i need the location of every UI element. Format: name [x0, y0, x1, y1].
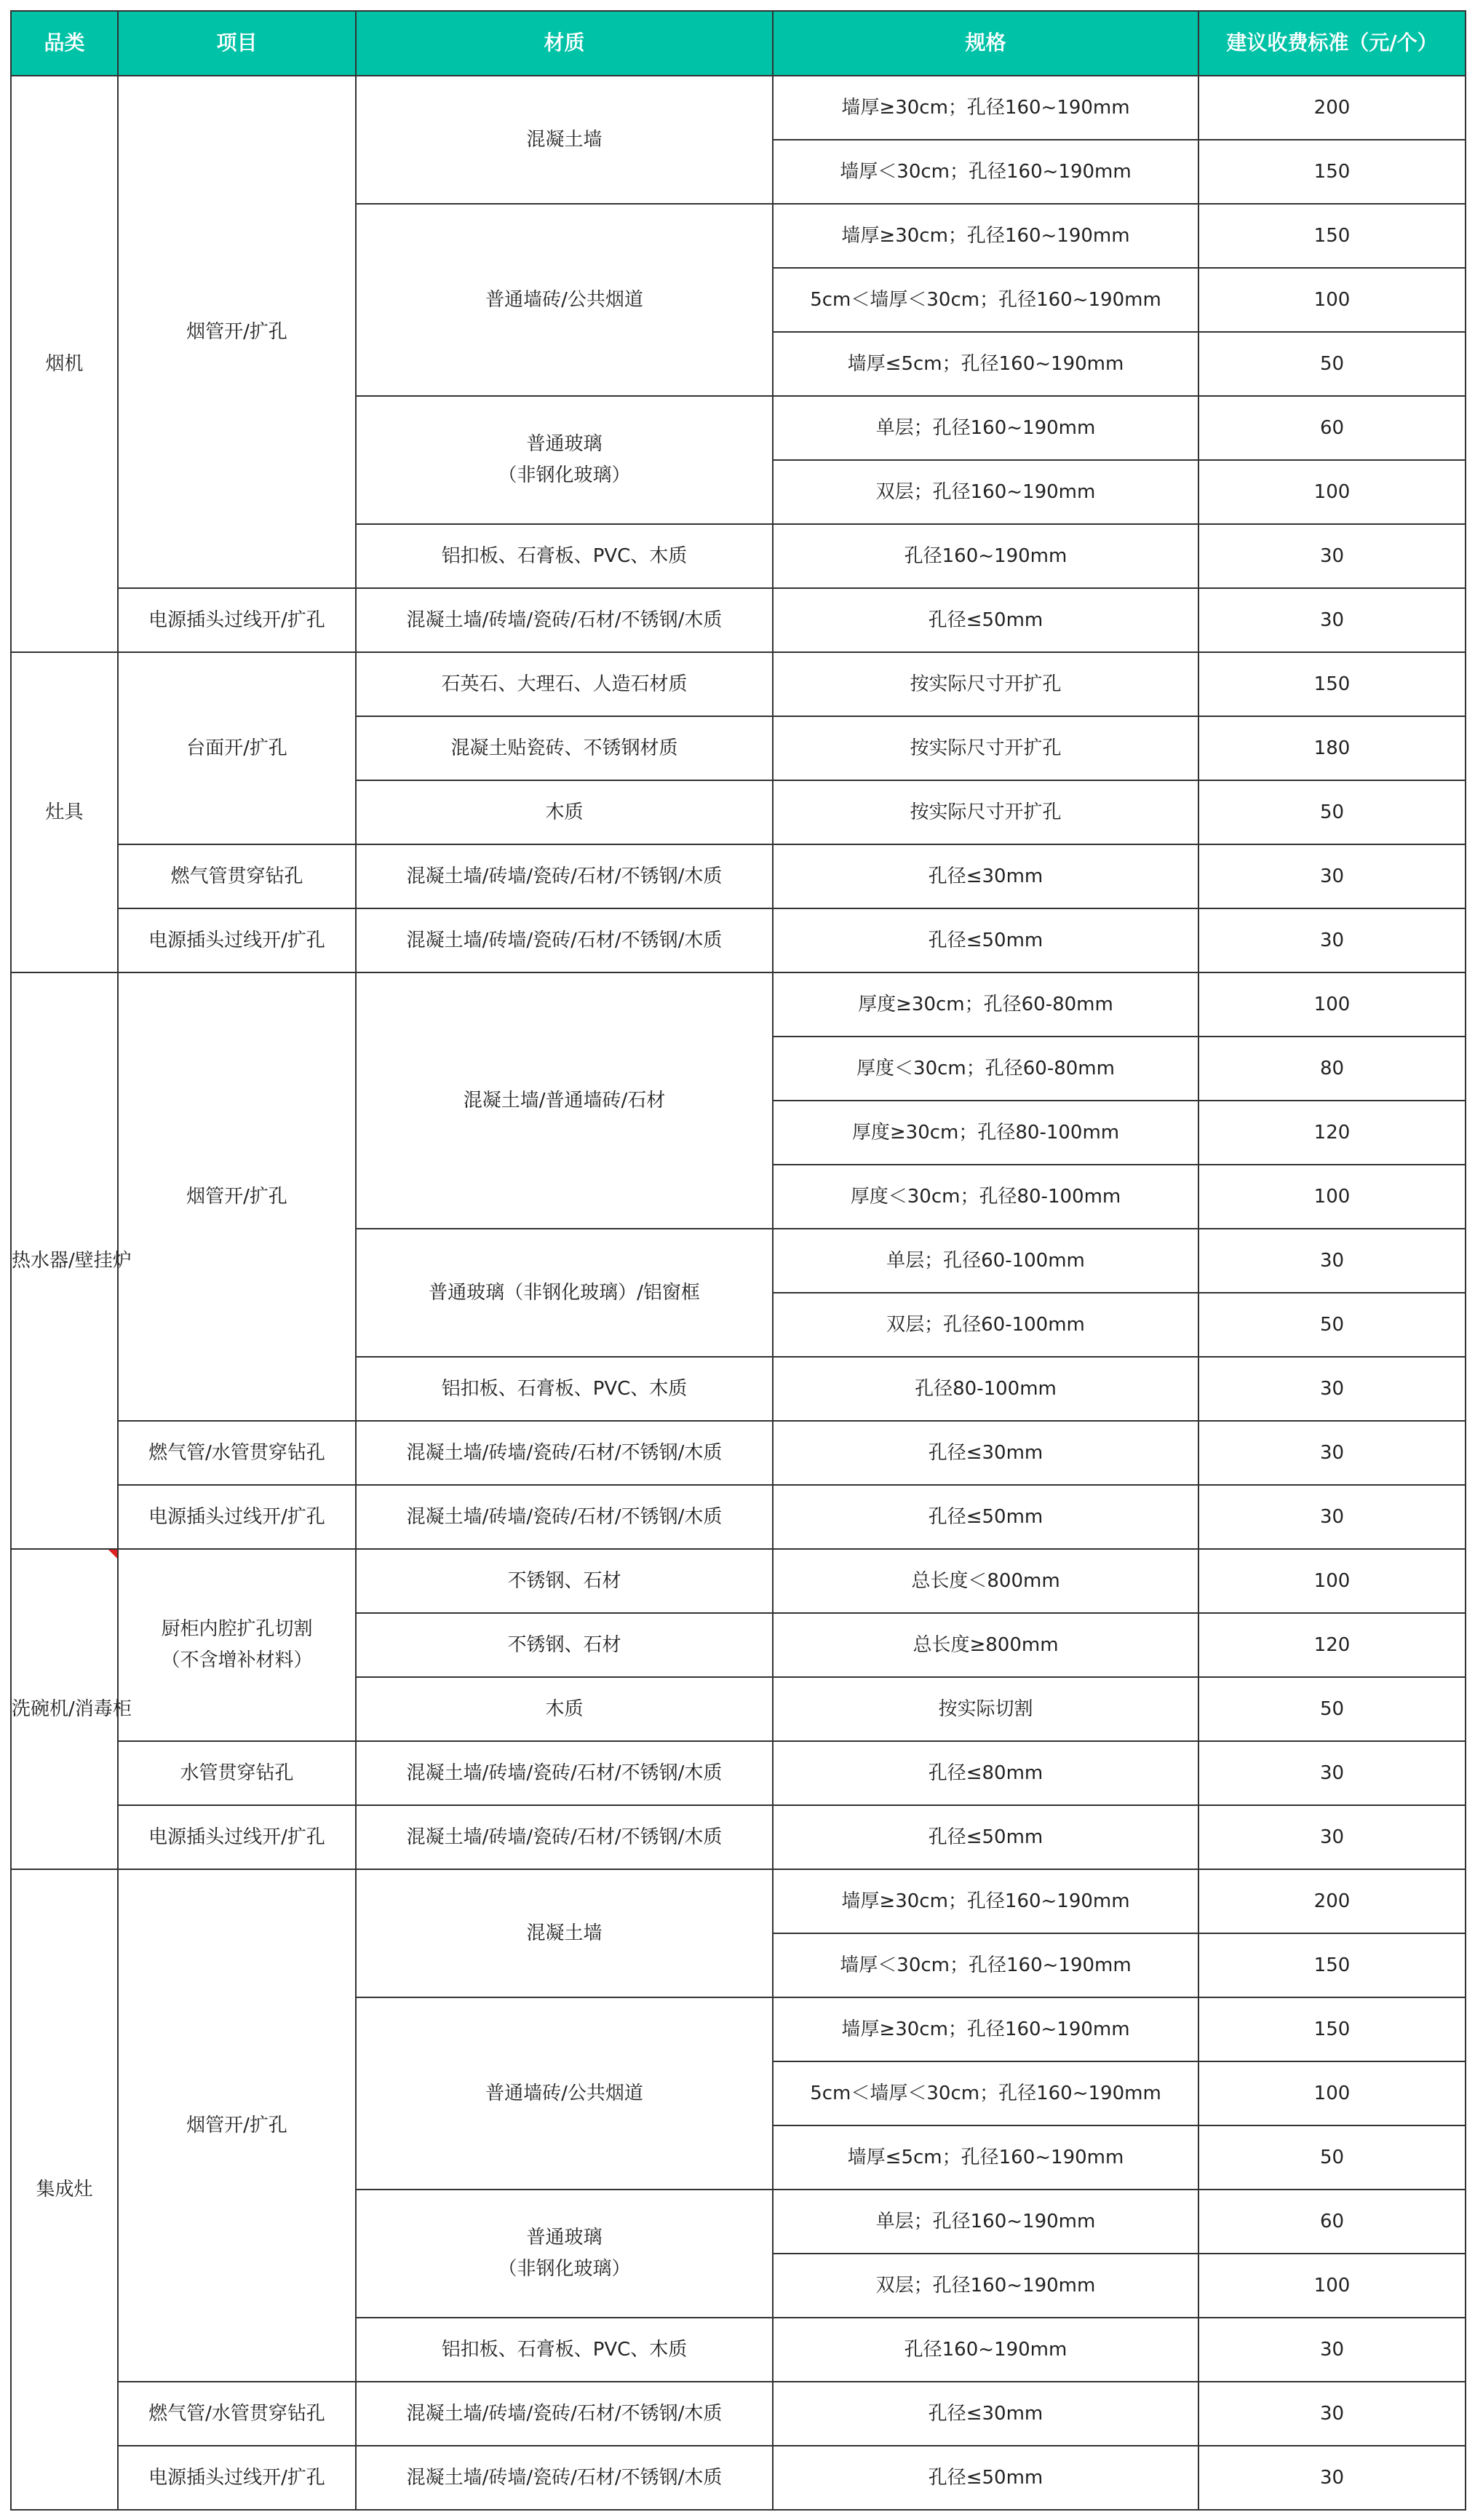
spec-cell: 孔径≤50mm	[773, 2446, 1198, 2510]
price-cell: 180	[1198, 716, 1466, 780]
spec-cell: 厚度≥30cm；孔径80-100mm	[773, 1101, 1198, 1165]
item-cell: 电源插头过线开/扩孔	[118, 1805, 356, 1869]
spec-cell: 墙厚＜30cm；孔径160~190mm	[773, 140, 1198, 204]
spec-cell: 5cm＜墙厚＜30cm；孔径160~190mm	[773, 268, 1198, 332]
spec-cell: 墙厚≤5cm；孔径160~190mm	[773, 2125, 1198, 2190]
item-cell: 电源插头过线开/扩孔	[118, 908, 356, 972]
header-category: 品类	[11, 11, 118, 76]
price-cell: 60	[1198, 2190, 1466, 2254]
price-cell: 100	[1198, 268, 1466, 332]
table-row	[11, 588, 1466, 652]
spec-cell: 孔径≤30mm	[773, 1421, 1198, 1485]
category-cell: 烟机	[11, 76, 118, 652]
price-cell: 30	[1198, 844, 1466, 908]
price-cell: 100	[1198, 2254, 1466, 2318]
material-cell: 不锈钢、石材	[356, 1549, 773, 1613]
price-cell: 50	[1198, 1293, 1466, 1357]
spec-cell: 厚度＜30cm；孔径80-100mm	[773, 1165, 1198, 1229]
material-line: 普通玻璃	[526, 2227, 603, 2249]
spec-cell: 孔径≤80mm	[773, 1741, 1198, 1805]
price-cell: 30	[1198, 1805, 1466, 1869]
price-cell: 120	[1198, 1101, 1466, 1165]
category-cell: 热水器/壁挂炉	[11, 972, 118, 1549]
spec-cell: 单层；孔径60-100mm	[773, 1229, 1198, 1293]
price-cell: 30	[1198, 1421, 1466, 1485]
header-material: 材质	[356, 11, 773, 76]
material-cell: 混凝土墙/砖墙/瓷砖/石材/不锈钢/木质	[356, 1805, 773, 1869]
spec-cell: 5cm＜墙厚＜30cm；孔径160~190mm	[773, 2061, 1198, 2125]
table-row	[11, 1805, 1466, 1869]
spec-cell: 双层；孔径160~190mm	[773, 2254, 1198, 2318]
price-cell: 30	[1198, 2446, 1466, 2510]
spec-cell: 墙厚≥30cm；孔径160~190mm	[773, 1997, 1198, 2061]
table-row	[11, 844, 1466, 908]
spec-cell: 孔径≤50mm	[773, 1805, 1198, 1869]
spec-cell: 总长度＜800mm	[773, 1549, 1198, 1613]
price-cell: 30	[1198, 588, 1466, 652]
item-cell: 电源插头过线开/扩孔	[118, 2446, 356, 2510]
table-row	[11, 2382, 1466, 2446]
spec-cell: 墙厚≥30cm；孔径160~190mm	[773, 76, 1198, 140]
material-cell: 混凝土墙/砖墙/瓷砖/石材/不锈钢/木质	[356, 588, 773, 652]
price-cell: 30	[1198, 1485, 1466, 1549]
item-cell: 烟管开/扩孔	[118, 76, 356, 588]
price-cell: 30	[1198, 1741, 1466, 1805]
spec-cell: 单层；孔径160~190mm	[773, 396, 1198, 460]
spec-cell: 按实际尺寸开扩孔	[773, 652, 1198, 716]
material-cell: 混凝土墙/普通墙砖/石材	[356, 972, 773, 1229]
price-cell: 120	[1198, 1613, 1466, 1677]
spec-cell: 厚度＜30cm；孔径60-80mm	[773, 1037, 1198, 1101]
spec-cell: 孔径≤50mm	[773, 588, 1198, 652]
spec-cell: 双层；孔径60-100mm	[773, 1293, 1198, 1357]
material-cell: 混凝土墙	[356, 1869, 773, 1997]
table-row	[11, 1485, 1466, 1549]
header-price: 建议收费标准（元/个）	[1198, 11, 1466, 76]
category-cell: 洗碗机/消毒柜	[11, 1549, 118, 1869]
material-cell: 铝扣板、石膏板、PVC、木质	[356, 524, 773, 588]
spec-cell: 孔径80-100mm	[773, 1357, 1198, 1421]
price-cell: 50	[1198, 332, 1466, 396]
material-cell: 混凝土贴瓷砖、不锈钢材质	[356, 716, 773, 780]
material-cell: 不锈钢、石材	[356, 1613, 773, 1677]
price-cell: 30	[1198, 2382, 1466, 2446]
material-cell: 石英石、大理石、人造石材质	[356, 652, 773, 716]
item-cell: 烟管开/扩孔	[118, 1869, 356, 2382]
material-cell: 混凝土墙/砖墙/瓷砖/石材/不锈钢/木质	[356, 1741, 773, 1805]
spec-cell: 墙厚＜30cm；孔径160~190mm	[773, 1933, 1198, 1997]
material-cell: 混凝土墙/砖墙/瓷砖/石材/不锈钢/木质	[356, 1421, 773, 1485]
price-cell: 30	[1198, 1357, 1466, 1421]
header-item: 项目	[118, 11, 356, 76]
spec-cell: 孔径≤50mm	[773, 1485, 1198, 1549]
item-cell: 燃气管/水管贯穿钻孔	[118, 1421, 356, 1485]
material-cell: 铝扣板、石膏板、PVC、木质	[356, 1357, 773, 1421]
spec-cell: 孔径≤30mm	[773, 2382, 1198, 2446]
spec-cell: 孔径160~190mm	[773, 2318, 1198, 2382]
price-cell: 30	[1198, 2318, 1466, 2382]
item-cell	[118, 1549, 356, 1741]
spec-cell: 墙厚≤5cm；孔径160~190mm	[773, 332, 1198, 396]
material-cell: 混凝土墙	[356, 76, 773, 204]
spec-cell: 墙厚≥30cm；孔径160~190mm	[773, 1869, 1198, 1933]
item-cell: 烟管开/扩孔	[118, 972, 356, 1421]
header-row	[11, 11, 1466, 76]
category-cell: 集成灶	[11, 1869, 118, 2510]
spec-cell: 孔径≤50mm	[773, 908, 1198, 972]
item-cell: 燃气管贯穿钻孔	[118, 844, 356, 908]
spec-cell: 厚度≥30cm；孔径60-80mm	[773, 972, 1198, 1037]
material-cell: 普通墙砖/公共烟道	[356, 204, 773, 396]
price-cell: 100	[1198, 460, 1466, 524]
material-cell	[356, 396, 773, 524]
material-line: （非钢化玻璃）	[498, 2258, 631, 2280]
price-cell: 50	[1198, 2125, 1466, 2190]
spec-cell: 单层；孔径160~190mm	[773, 2190, 1198, 2254]
category-cell: 灶具	[11, 652, 118, 972]
price-cell: 50	[1198, 1677, 1466, 1741]
material-cell: 普通墙砖/公共烟道	[356, 1997, 773, 2190]
material-cell: 混凝土墙/砖墙/瓷砖/石材/不锈钢/木质	[356, 1485, 773, 1549]
material-cell	[356, 2190, 773, 2318]
material-line: 普通玻璃	[526, 433, 603, 456]
spec-cell: 按实际切割	[773, 1677, 1198, 1741]
price-cell: 30	[1198, 908, 1466, 972]
spec-cell: 按实际尺寸开扩孔	[773, 780, 1198, 844]
table-row	[11, 972, 1466, 1037]
spec-cell: 墙厚≥30cm；孔径160~190mm	[773, 204, 1198, 268]
material-cell: 混凝土墙/砖墙/瓷砖/石材/不锈钢/木质	[356, 844, 773, 908]
spec-cell: 双层；孔径160~190mm	[773, 460, 1198, 524]
table-row	[11, 1421, 1466, 1485]
price-cell: 100	[1198, 1165, 1466, 1229]
table-row	[11, 1549, 1466, 1613]
item-cell: 水管贯穿钻孔	[118, 1741, 356, 1805]
price-cell: 80	[1198, 1037, 1466, 1101]
spec-cell: 孔径160~190mm	[773, 524, 1198, 588]
price-cell: 50	[1198, 780, 1466, 844]
spec-cell: 总长度≥800mm	[773, 1613, 1198, 1677]
table-row	[11, 908, 1466, 972]
material-cell: 木质	[356, 1677, 773, 1741]
price-cell: 150	[1198, 1997, 1466, 2061]
material-cell: 混凝土墙/砖墙/瓷砖/石材/不锈钢/木质	[356, 908, 773, 972]
price-table	[10, 10, 1466, 2511]
price-cell: 150	[1198, 652, 1466, 716]
table-row	[11, 652, 1466, 716]
price-cell: 30	[1198, 1229, 1466, 1293]
item-cell: 台面开/扩孔	[118, 652, 356, 844]
price-cell: 100	[1198, 1549, 1466, 1613]
price-cell: 150	[1198, 204, 1466, 268]
item-cell: 电源插头过线开/扩孔	[118, 588, 356, 652]
item-cell: 燃气管/水管贯穿钻孔	[118, 2382, 356, 2446]
material-cell: 混凝土墙/砖墙/瓷砖/石材/不锈钢/木质	[356, 2446, 773, 2510]
header-spec: 规格	[773, 11, 1198, 76]
item-line: （不含增补材料）	[161, 1649, 313, 1671]
table-row	[11, 2446, 1466, 2510]
price-cell: 60	[1198, 396, 1466, 460]
price-cell: 30	[1198, 524, 1466, 588]
material-cell: 普通玻璃（非钢化玻璃）/铝窗框	[356, 1229, 773, 1357]
price-cell: 150	[1198, 140, 1466, 204]
item-cell: 电源插头过线开/扩孔	[118, 1485, 356, 1549]
price-cell: 150	[1198, 1933, 1466, 1997]
price-cell: 100	[1198, 972, 1466, 1037]
spec-cell: 按实际尺寸开扩孔	[773, 716, 1198, 780]
price-cell: 100	[1198, 2061, 1466, 2125]
material-cell: 铝扣板、石膏板、PVC、木质	[356, 2318, 773, 2382]
table-row	[11, 1869, 1466, 1933]
table-row	[11, 1741, 1466, 1805]
table-row	[11, 76, 1466, 140]
price-cell: 200	[1198, 76, 1466, 140]
material-line: （非钢化玻璃）	[498, 464, 631, 486]
price-cell: 200	[1198, 1869, 1466, 1933]
spec-cell: 孔径≤30mm	[773, 844, 1198, 908]
item-line: 厨柜内腔扩孔切割	[161, 1618, 313, 1641]
material-cell: 混凝土墙/砖墙/瓷砖/石材/不锈钢/木质	[356, 2382, 773, 2446]
material-cell: 木质	[356, 780, 773, 844]
